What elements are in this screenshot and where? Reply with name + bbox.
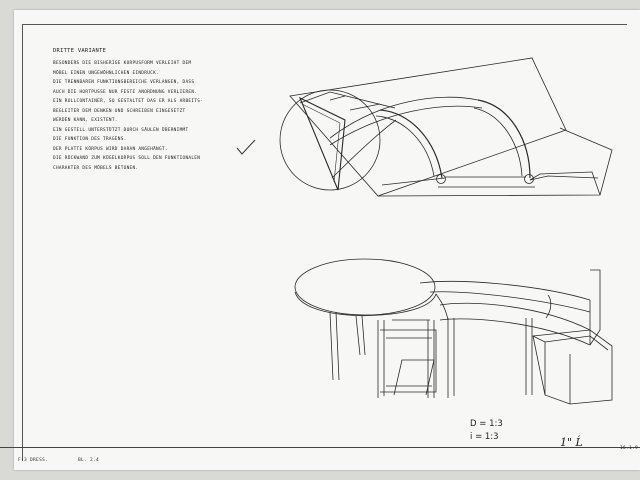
text-line: MÖBEL EINEN UNGEWÖHNLICHEN EINDRUCK.	[53, 70, 159, 76]
text-line: EIN ROLLCONTAINER, SO GESTALTET DAS ER ALS ARBEITS-	[53, 99, 204, 104]
text-line: CHARAKTER DES MÖBELS BETONEN.	[53, 165, 139, 171]
text-line: AUCH DIE HORTPUSSE NUR FESTE ANORDNUNG VERLIEREN.	[53, 89, 198, 95]
text-line: DIE FUNKTION DES TRAGENS.	[53, 137, 127, 142]
text-line: WERDEN KANN, EXISTENT.	[53, 118, 118, 123]
text-line: BESONDERS DIE BISHERIGE KORPUSFORM VERLEIHT DEM	[53, 61, 192, 66]
footer-label: F-3 DRESS.	[18, 458, 49, 463]
text-line: DIE RÜCKWAND ZUM KÜGELKORPUS SOLL DEN FUNKTIONALEN	[53, 156, 201, 161]
perspective-sketch-icon	[295, 259, 612, 404]
sheet-date: 16.1.9	[620, 446, 639, 451]
plan-view-sketch-icon	[280, 58, 612, 196]
text-line: EIN GESTELL UNTERSTÜTZT DURCH SÄULEN ÜBERNIMMT	[53, 127, 189, 133]
scale-formula-i: i = 1:3	[470, 432, 499, 442]
sheet-title: DRITTE VARIANTE	[53, 48, 107, 54]
scale-formula-d: D = 1:3	[470, 419, 503, 429]
check-mark-icon	[237, 140, 255, 154]
text-line: DER PLATTE KORPUS WIRD DARAN ANGEHÄNGT.	[53, 146, 168, 152]
text-line: BEGLEITER DEM DENKEN UND SCHREIBEN EINGESETZT	[53, 108, 186, 114]
signature: 1" Ĺ	[560, 436, 583, 449]
footer-number: BL. 2.4	[78, 458, 100, 463]
text-line: DIE TRENNBAREN FUNKTIONSBEREICHE VERLANGEN, DASS	[53, 80, 195, 85]
